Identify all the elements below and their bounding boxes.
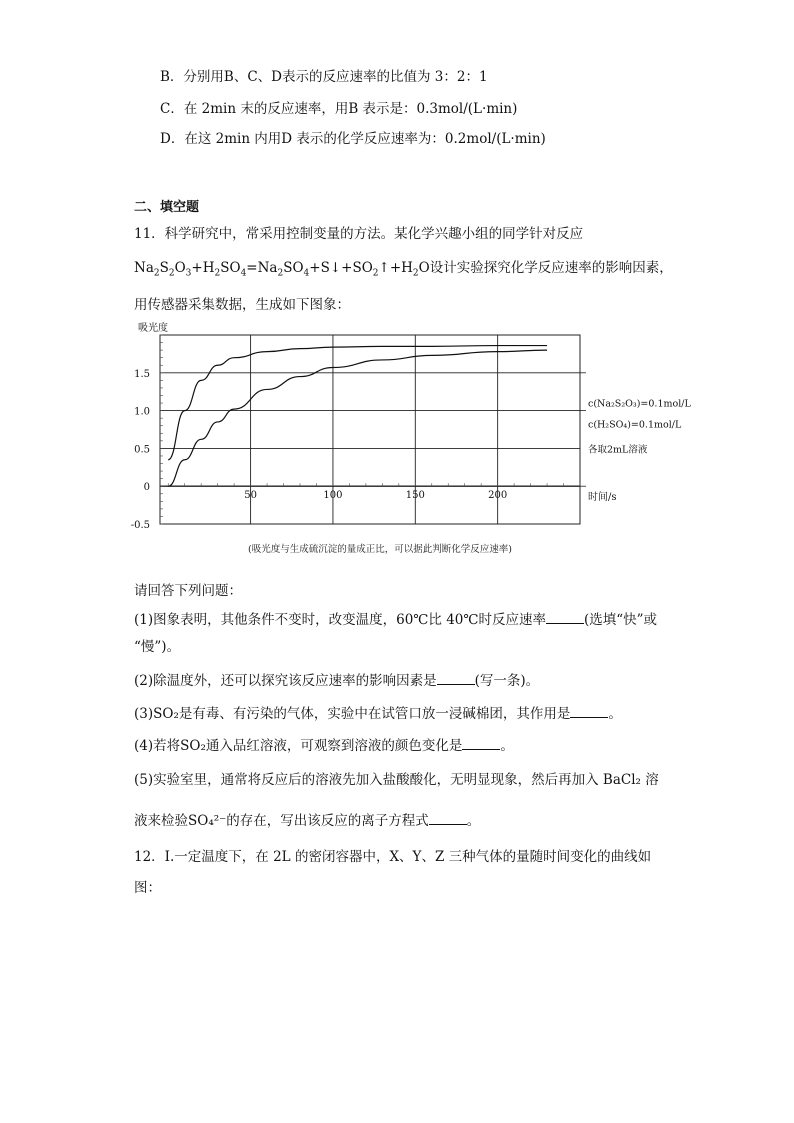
- option-d: D．在这 2min 内用D 表示的化学反应速率为：0.2mol/(L·min): [160, 131, 546, 147]
- chart-caption: (吸光度与生成硫沉淀的量成正比，可以据此判断化学反应速率): [248, 544, 512, 555]
- series-line-1: [168, 346, 547, 460]
- q11-sub1-text: (1)图象表明，其他条件不变时，改变温度，60℃比 40℃时反应速率: [134, 612, 546, 628]
- x-tick-label: 50: [244, 490, 257, 502]
- answer-blank-5[interactable]: [429, 810, 467, 825]
- y-tick-label: 0: [143, 482, 150, 494]
- answer-blank-4[interactable]: [462, 735, 500, 750]
- q11-sub1-choice: (选填“快”或: [583, 612, 658, 628]
- x-tick-label: 100: [323, 490, 343, 502]
- y-axis-label: 吸光度: [138, 323, 168, 334]
- q11-sub2: [134, 670, 539, 690]
- q11-sub2-end: (写一条)。: [474, 673, 540, 689]
- answer-blank-2[interactable]: [437, 670, 475, 685]
- y-tick-label: -0.5: [130, 520, 150, 531]
- q11-sub4-end: 。: [500, 738, 514, 754]
- q11-sub1-end: “慢”)。: [134, 639, 181, 655]
- q11-line3: 用传感器采集数据，生成如下图象：: [134, 297, 350, 313]
- answer-blank-3[interactable]: [570, 703, 608, 718]
- q11-sub3-text: (3)SO₂是有毒、有污染的气体，实验中在试管口放一浸碱棉团，其作用是: [134, 706, 571, 722]
- legend-text: 各取2mL溶液: [588, 444, 648, 456]
- y-tick-label: 1.5: [134, 368, 150, 380]
- q12-line2: 图：: [134, 880, 161, 896]
- y-tick-label: 0.5: [134, 444, 150, 456]
- series-line-2: [168, 350, 547, 486]
- q11-sub5-end: 。: [466, 813, 481, 829]
- answer-blank-1[interactable]: [546, 609, 584, 624]
- q12-line1: 12．Ⅰ.一定温度下，在 2L 的密闭容器中，X、Y、Z 三种气体的量随时间变化的曲线如: [134, 849, 652, 865]
- y-tick-label: 1.0: [134, 406, 150, 418]
- legend-text: c(Na₂S₂O₃)=0.1mol/L: [588, 398, 691, 410]
- q11-equation-line: [134, 259, 673, 283]
- x-axis-label: 时间/s: [588, 492, 617, 504]
- option-b: B．分别用B、C、D表示的反应速率的比值为 3：2：1: [160, 69, 488, 85]
- q11-prompt: 请回答下列问题：: [134, 583, 242, 599]
- q11-sub5-line1: (5)实验室里，通常将反应后的溶液先加入盐酸酸化，无明显现象，然后再加入 BaCl₂ 溶: [134, 772, 659, 788]
- q11-sub5-line2: [134, 810, 480, 830]
- q11-sub2-text: (2)除温度外，还可以探究该反应速率的影响因素是: [134, 673, 437, 689]
- option-c: C．在 2min 末的反应速率，用B 表示是：0.3mol/(L·min): [160, 101, 518, 117]
- section-title: 二、填空题: [134, 200, 200, 215]
- q11-sub3-end: 。: [608, 706, 622, 722]
- x-tick-label: 200: [488, 490, 508, 502]
- q11-sub5-text: 液来检验SO₄²⁻的存在，写出该反应的离子方程式: [134, 813, 429, 829]
- q11-sub3: [134, 703, 622, 723]
- q11-intro: 11．科学研究中，常采用控制变量的方法。某化学兴趣小组的同学针对反应: [134, 226, 584, 242]
- legend-text: c(H₂SO₄)=0.1mol/L: [588, 419, 682, 431]
- q11-sub1: [134, 609, 657, 629]
- reaction-equation: $Na_2S_2O_3+H_2SO_4=Na_2SO_4+S↓+SO_2↑+H_2O$: [134, 260, 430, 279]
- q11-equation-tail: 设计实验探究化学反应速率的影响因素，: [429, 260, 673, 276]
- q11-sub4-text: (4)若将SO₂通入品红溶液，可观察到溶液的颜色变化是: [134, 738, 463, 754]
- x-tick-label: 150: [405, 490, 425, 502]
- q11-sub4: [134, 735, 514, 755]
- absorbance-chart: [120, 318, 720, 558]
